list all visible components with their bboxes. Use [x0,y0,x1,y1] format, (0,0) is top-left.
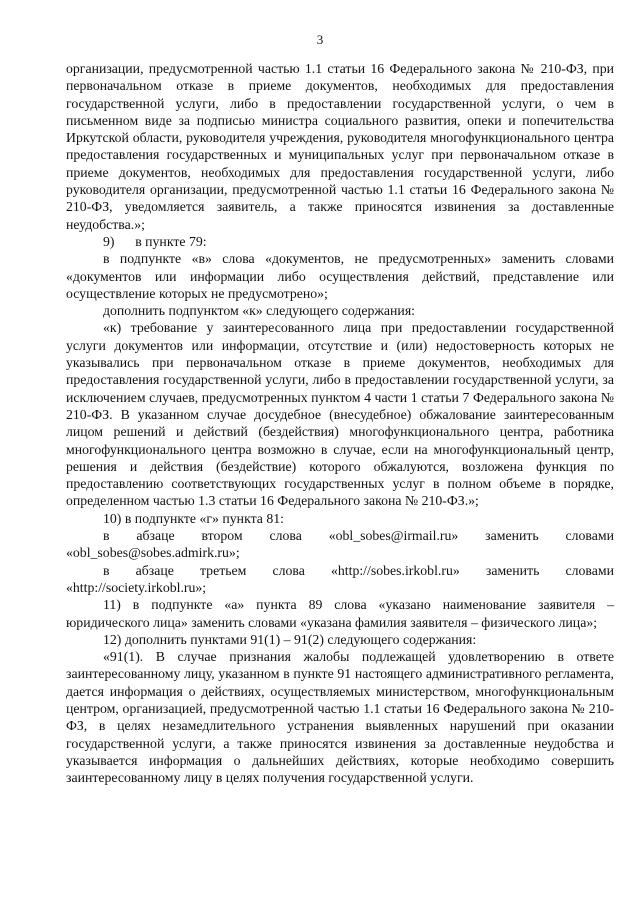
paragraph-item-11: 11) в подпункте «а» пункта 89 слова «указано наименование заявителя – юридического лица» заменить словами «указана фамилия заявителя – физического лица»; [66,597,614,630]
paragraph-item-9: 9) в пункте 79: [103,233,207,249]
page-number: 3 [316,32,324,47]
paragraph-add-subitem-k: дополнить подпунктом «к» следующего содержания: [103,303,415,319]
paragraph-url-change: в абзаце третьем слова «http://sobes.irkobl.ru» заменить словами «http://society.irkobl.ru»; [66,562,614,595]
paragraph-email-change: в абзаце втором слова «obl_sobes@irmail.ru» заменить словами «obl_sobes@sobes.admirk.ru»; [66,528,614,561]
paragraph-continuation: организации, предусмотренной частью 1.1 статьи 16 Федерального закона № 210-ФЗ, при первоначальном отказе в приеме документов, необходимых для предоставления государственной услуги, либо в предоставлении государственной услуги, о чем в письменном виде за подписью министра социального развития, опеки и попечительства Иркутской области, руководителя учреждения, руководителя многофункционального центра предоставления государственных и муниципальных услуг при первоначальном отказе в приеме документов, необходимых для предоставления государственной услуги, либо руководителя организации, предусмотренной частью 1.1 статьи 16 Федерального закона № 210-ФЗ, уведомляется заявитель, а также приносятся извинения за доставленные неудобства.»; [66,61,614,232]
paragraph-subitem-k: «к) требование у заинтересованного лица при предоставлении государственной услуги документов или информации, отсутствие и (или) недостоверность которых не указывались при первоначальном отказе в приеме документов, необходимых для предоставления государственной услуги, либо в предоставлении государственной услуги, за исключением случаев, предусмотренных пунктом 4 части 1 статьи 7 Федерального закона № 210-ФЗ. В указанном случае досудебное (внесудебное) обжалование заинтересованным лицом решений и действий (бездействия) многофункционального центра, работника многофункционального центра возможно в случае, если на многофункциональный центр, решения и действия (бездействие) которого обжалуются, возложена функция по предоставлению соответствующих государственных услуг в полном объеме в порядке, определенном частью 1.3 статьи 16 Федерального закона № 210-ФЗ.»; [66,320,614,509]
paragraph-item-10: 10) в подпункте «г» пункта 81: [103,510,284,526]
document-body [66,60,614,786]
paragraph-subitem-v: в подпункте «в» слова «документов, не предусмотренных» заменить словами «документов или информации либо осуществления действий, представление или осуществление которых не предусмотрено»; [66,251,614,301]
paragraph-item-91-1: «91(1). В случае признания жалобы подлежащей удовлетворению в ответе заинтересованному лицу, указанном в пункте 91 настоящего административного регламента, дается информация о действиях, осуществляемых министерством, многофункциональным центром, организацией, предусмотренной частью 1.1 статьи 16 Федерального закона № 210-ФЗ, в целях незамедлительного устранения выявленных нарушений при оказании государственной услуги, а также приносятся извинения за доставленные неудобства и указывается информация о дальнейших действиях, которые необходимо совершить заинтересованному лицу в целях получения государственной услуги. [66,649,614,786]
paragraph-item-12: 12) дополнить пунктами 91(1) – 91(2) следующего содержания: [103,631,477,647]
